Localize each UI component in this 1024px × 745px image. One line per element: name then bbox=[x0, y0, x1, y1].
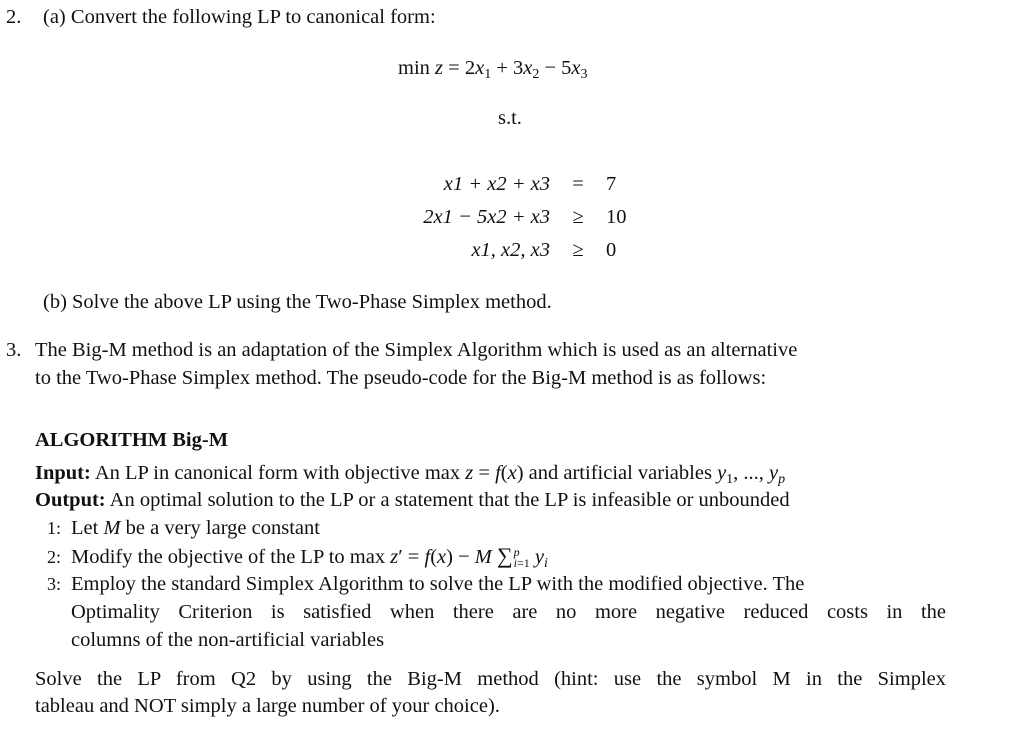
objective-prefix: min bbox=[398, 57, 430, 79]
algorithm-step-3 bbox=[35, 570, 804, 598]
constraint-relation: ≥ bbox=[572, 206, 584, 228]
constraint-relation: ≥ bbox=[572, 239, 584, 261]
input-text-b: and artificial variables bbox=[528, 462, 712, 484]
step-text: Modify the objective of the LP to max bbox=[71, 546, 386, 568]
algorithm-step-2: 2: Modify the objective of the LP to max z′ = f(x) − M ∑ p i=1 $y_i$ bbox=[35, 542, 548, 578]
constraint-lhs: x1, x2, x3 bbox=[471, 239, 550, 261]
constraint-row bbox=[380, 201, 666, 234]
step-text: be a very large constant bbox=[125, 517, 320, 539]
q3-intro-line-1: The Big-M method is an adaptation of the Simplex Algorithm which is used as an alternative bbox=[35, 339, 798, 361]
constraint-rhs: 10 bbox=[606, 206, 627, 228]
step-text: Let bbox=[71, 517, 99, 539]
q3-final-line-1: Solve the LP from Q2 by using the Big-M method (hint: use the symbol M in the Simplex bbox=[35, 668, 946, 690]
input-text-a: An LP in canonical form with objective max bbox=[94, 462, 461, 484]
op-2: − bbox=[544, 57, 557, 79]
algorithm-step-3-line-2: Optimality Criterion is satisfied when there are no more negative reduced costs in the bbox=[71, 601, 946, 623]
constraints-table bbox=[380, 168, 666, 267]
algorithm-step-1: 1: Let M be a very large constant bbox=[35, 514, 320, 542]
part-a-label: (a) bbox=[43, 6, 66, 28]
q3-number: 3. bbox=[6, 339, 22, 361]
q3-final-line-2: tableau and NOT simply a large number of your choice). bbox=[35, 695, 500, 717]
output-text: An optimal solution to the LP or a statement that the LP is infeasible or unbounded bbox=[109, 489, 790, 511]
objective-var: z bbox=[435, 57, 444, 79]
objective-eq: = bbox=[448, 57, 460, 79]
constraint-row bbox=[380, 168, 666, 201]
algorithm-input: Input: An LP in canonical form with objective max z = f(x) and artificial variables $y_1$, ..., $y_p$ bbox=[35, 462, 786, 487]
q3-intro-line-2: to the Two-Phase Simplex method. The pseudo-code for the Big-M method is as follows: bbox=[35, 367, 767, 389]
constraint-lhs: x1 + x2 + x3 bbox=[443, 173, 550, 195]
term-3: $5x_3$ bbox=[561, 57, 588, 82]
term-1: $2x_1$ bbox=[464, 57, 492, 82]
input-label: Input: bbox=[35, 462, 91, 484]
q2-number: 2. bbox=[6, 6, 22, 28]
q2-part-a bbox=[43, 6, 436, 29]
objective-function bbox=[398, 57, 588, 83]
output-label: Output: bbox=[35, 489, 106, 511]
constraint-row bbox=[380, 234, 666, 267]
constraint-relation: = bbox=[572, 173, 584, 195]
term-2: $3x_2$ bbox=[513, 57, 540, 82]
q2-part-b bbox=[43, 291, 552, 314]
part-a-text: Convert the following LP to canonical form: bbox=[70, 6, 436, 28]
subject-to: s.t. bbox=[498, 107, 522, 129]
step-number: 3: bbox=[46, 574, 61, 594]
part-b-label: (b) bbox=[43, 291, 67, 313]
constraint-rhs: 0 bbox=[606, 239, 617, 261]
step-text: Employ the standard Simplex Algorithm to solve the LP with the modified objective. The bbox=[71, 573, 805, 595]
constraint-rhs: 7 bbox=[606, 173, 617, 195]
step-number: 1: bbox=[46, 518, 61, 538]
constraint-lhs: 2x1 − 5x2 + x3 bbox=[423, 206, 550, 228]
step-number: 2: bbox=[46, 547, 61, 567]
op-1: + bbox=[496, 57, 508, 79]
part-b-text: Solve the above LP using the Two-Phase Simplex method. bbox=[72, 291, 552, 313]
algorithm-title: ALGORITHM Big-M bbox=[35, 429, 229, 451]
algorithm-output bbox=[35, 489, 790, 512]
algorithm-step-3-line-3: columns of the non-artificial variables bbox=[71, 629, 385, 651]
